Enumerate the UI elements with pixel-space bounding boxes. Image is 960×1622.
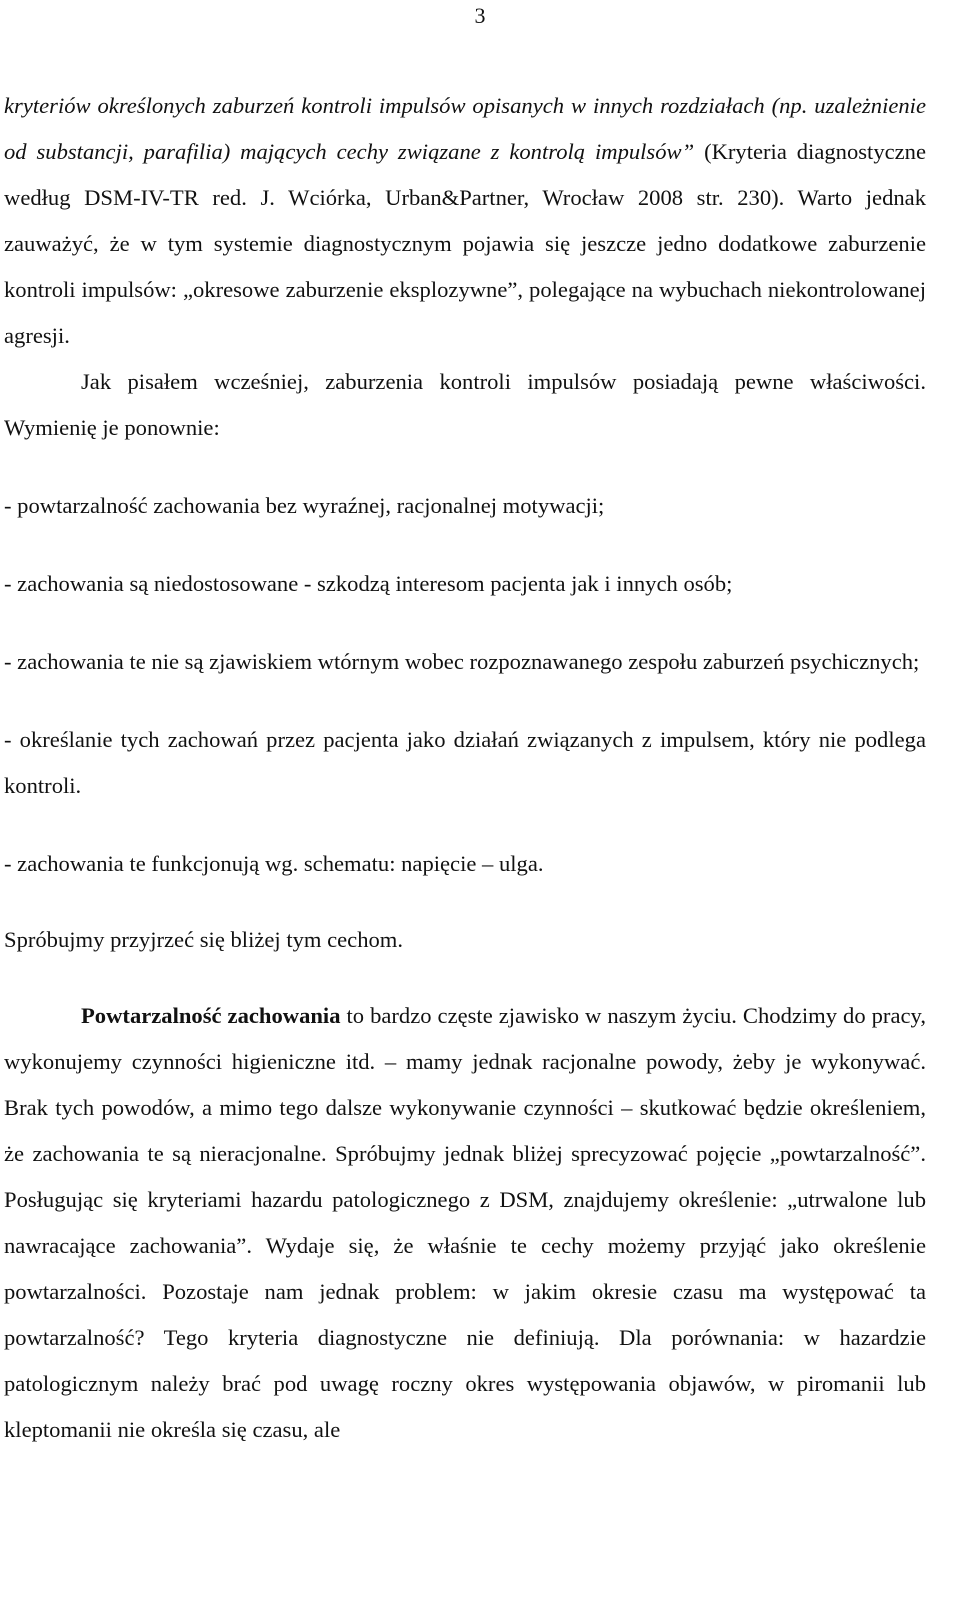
paragraph-properties-intro: Jak pisałem wcześniej, zaburzenia kontroli impulsów posiadają pewne właściwości. Wymienię je ponownie:	[4, 369, 926, 440]
italic-quote: kryteriów określonych zaburzeń kontroli impulsów opisanych w innych rozdziałach (np. uzależnienie od substancji, parafilia) mających cechy związane z kontrolą impulsów”	[4, 93, 926, 164]
bold-term: Powtarzalność zachowania	[81, 1003, 341, 1028]
paragraph-text: (Kryteria diagnostyczne według DSM-IV-TR red. J. Wciórka, Urban&Partner, Wrocław 2008 str. 230). Warto jednak zauważyć, że w tym systemie diagnostycznym pojawia się jeszcze jedno dodatkowe zaburzenie kontroli impulsów: „okresowe zaburzenie eksplozywne”, polegające na wybuchach niekontrolowanej agresji.	[4, 139, 926, 348]
list-item: - określanie tych zachowań przez pacjenta jako działań związanych z impulsem, który nie podlega kontroli.	[4, 727, 926, 798]
document-body	[4, 83, 926, 1453]
page-number: 3	[474, 3, 486, 28]
paragraph-repetition	[4, 993, 926, 1453]
list-item: - zachowania te funkcjonują wg. schematu: napięcie – ulga.	[4, 851, 544, 876]
paragraph-transition: Spróbujmy przyjrzeć się bliżej tym cechom.	[4, 927, 404, 952]
list-item: - zachowania są niedostosowane - szkodzą interesom pacjenta jak i innych osób;	[4, 571, 733, 596]
paragraph-text: to bardzo częste zjawisko w naszym życiu. Chodzimy do pracy, wykonujemy czynności higieniczne itd. – mamy jednak racjonalne powody, żeby je wykonywać. Brak tych powodów, a mimo tego dalsze wykonywanie czynności – skutkować będzie określeniem, że zachowania te są nieracjonalne. Spróbujmy jednak bliżej sprecyzować pojęcie „powtarzalność”. Posługując się kryteriami hazardu patologicznego z DSM, znajdujemy określenie: „utrwalone lub nawracające zachowania”. Wydaje się, że właśnie te cechy możemy przyjąć jako określenie powtarzalności. Pozostaje nam jednak problem: w jakim okresie czasu ma występować ta powtarzalność? Tego kryteria diagnostyczne nie definiują. Dla porównania: w hazardzie patologicznym należy brać pod uwagę roczny okres występowania objawów, w piromanii lub kleptomanii nie określa się czasu, ale	[4, 1003, 926, 1442]
list-item: - zachowania te nie są zjawiskiem wtórnym wobec rozpoznawanego zespołu zaburzeń psychicznych;	[4, 649, 920, 674]
paragraph-dsm-criteria	[4, 83, 926, 359]
list-item: - powtarzalność zachowania bez wyraźnej, racjonalnej motywacji;	[4, 493, 605, 518]
